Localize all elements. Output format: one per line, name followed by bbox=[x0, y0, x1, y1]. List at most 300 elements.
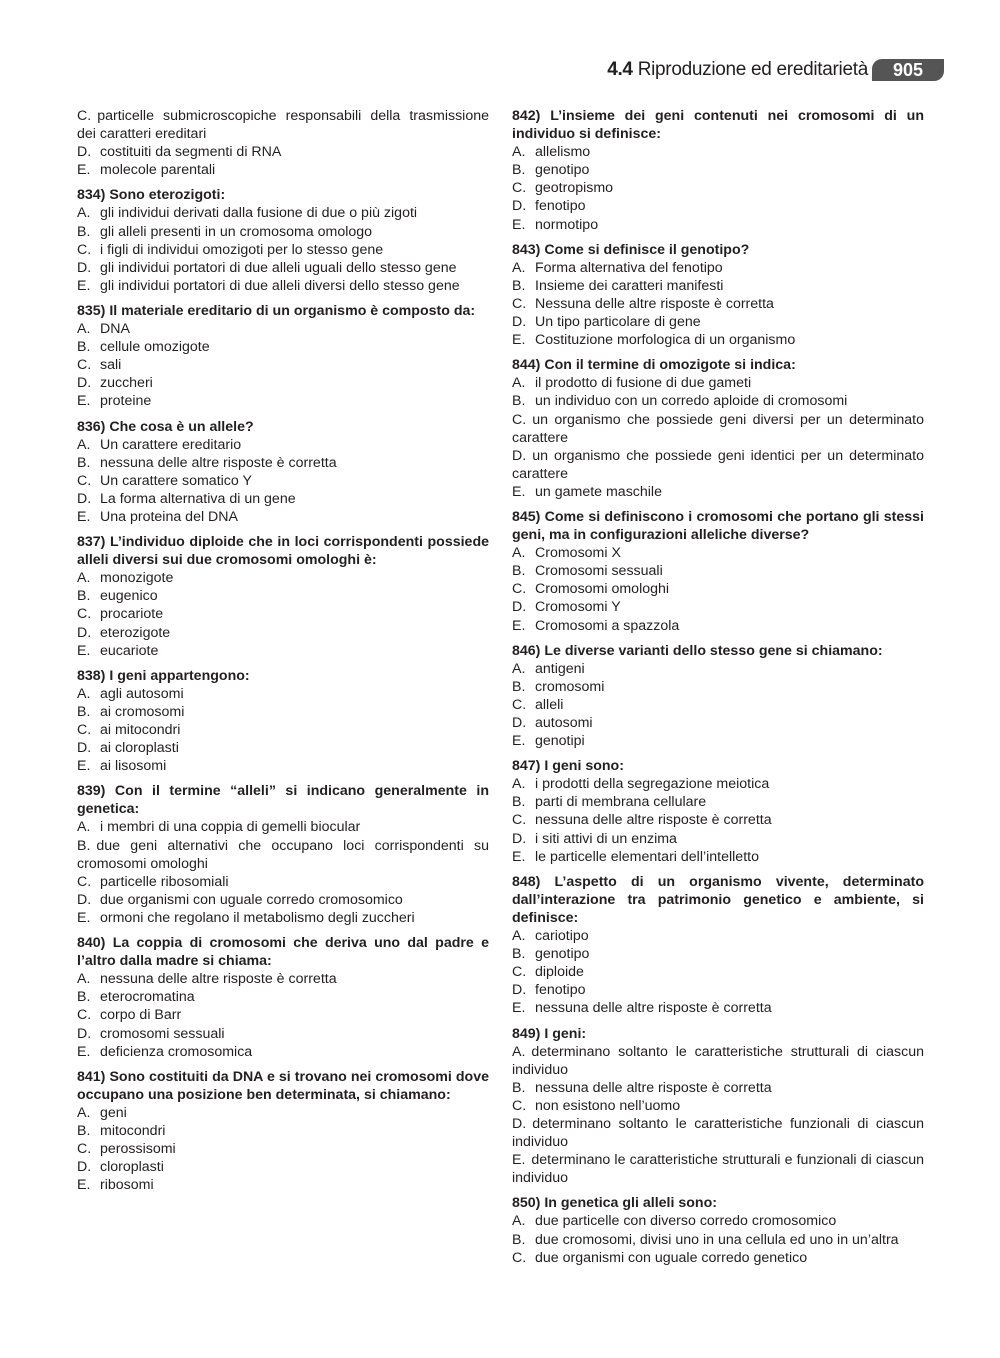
answer-option bbox=[512, 259, 924, 277]
answer-option bbox=[512, 1115, 924, 1151]
option-text: genotipo bbox=[535, 162, 590, 179]
answer-option bbox=[77, 320, 489, 338]
option-text: parti di membrana cellulare bbox=[535, 794, 707, 811]
answer-option bbox=[77, 757, 489, 775]
option-letter: D. bbox=[77, 740, 92, 757]
option-text: procariote bbox=[100, 606, 164, 623]
answer-option bbox=[77, 508, 489, 526]
option-letter: A. bbox=[77, 570, 91, 587]
option-text: fenotipo bbox=[535, 198, 586, 215]
answer-option bbox=[512, 544, 924, 562]
answer-option bbox=[512, 1097, 924, 1115]
answer-option bbox=[77, 1176, 489, 1194]
option-text: cariotipo bbox=[535, 928, 589, 945]
answer-option bbox=[77, 642, 489, 660]
option-text: cloroplasti bbox=[100, 1159, 164, 1176]
option-text: un gamete maschile bbox=[535, 483, 662, 500]
question-title: 845) Come si definiscono i cromosomi che portano gli stessi geni, ma in configurazioni alleliche diverse? bbox=[512, 508, 924, 544]
answer-option bbox=[512, 830, 924, 848]
option-text: ai mitocondri bbox=[100, 722, 181, 738]
question-block bbox=[77, 302, 489, 411]
option-text: genotipo bbox=[535, 946, 590, 963]
option-letter: B. bbox=[512, 794, 526, 811]
answer-option bbox=[512, 678, 924, 696]
continued-question-options bbox=[77, 107, 489, 179]
answer-option bbox=[77, 624, 489, 642]
option-text: i figli di individui omozigoti per lo stesso gene bbox=[100, 241, 384, 258]
option-letter: C. bbox=[77, 722, 92, 738]
option-text: Cromosomi a spazzola bbox=[535, 617, 680, 634]
option-text: allelismo bbox=[535, 144, 591, 161]
option-letter: E. bbox=[512, 617, 526, 634]
answer-option bbox=[77, 970, 489, 988]
option-letter: C. bbox=[77, 606, 92, 623]
option-letter: D. bbox=[512, 1115, 527, 1132]
option-text: nessuna delle altre risposte è corretta bbox=[100, 454, 337, 471]
question-title: 837) L’individuo diploide che in loci corrispondenti possiede alleli diversi sui due cromosomi omologhi è: bbox=[77, 534, 489, 569]
option-letter: C. bbox=[512, 812, 527, 829]
answer-option bbox=[77, 1122, 489, 1140]
answer-option bbox=[512, 562, 924, 580]
option-letter: A. bbox=[512, 776, 526, 793]
answer-option bbox=[77, 223, 489, 241]
option-letter: B. bbox=[512, 678, 526, 695]
option-text: geni bbox=[100, 1104, 127, 1121]
option-letter: C. bbox=[512, 1249, 527, 1266]
option-text: il prodotto di fusione di due gameti bbox=[535, 375, 752, 392]
question-title: 843) Come si definisce il genotipo? bbox=[512, 241, 750, 258]
answer-option bbox=[77, 703, 489, 721]
answer-option bbox=[77, 161, 489, 179]
option-letter: E. bbox=[77, 162, 91, 179]
option-text: i prodotti della segregazione meiotica bbox=[535, 776, 770, 793]
option-letter: D. bbox=[512, 715, 527, 731]
question-block bbox=[512, 873, 924, 1018]
option-letter: E. bbox=[512, 848, 526, 865]
answer-option bbox=[512, 143, 924, 161]
option-letter: E. bbox=[77, 642, 91, 659]
option-text: due cromosomi, divisi uno in una cellula ed uno in un’altra bbox=[535, 1231, 899, 1248]
option-text: Un tipo particolare di gene bbox=[535, 314, 701, 331]
option-text: cromosomi sessuali bbox=[100, 1025, 225, 1042]
question-title: 844) Con il termine di omozigote si indica: bbox=[512, 357, 796, 374]
answer-option bbox=[77, 605, 489, 623]
option-letter: B. bbox=[77, 1122, 91, 1139]
option-letter: C. bbox=[77, 1141, 92, 1158]
answer-option bbox=[77, 685, 489, 703]
question-title: 840) La coppia di cromosomi che deriva uno dal padre e l’altro dalla madre si chiama: bbox=[77, 935, 489, 970]
option-text: due organismi con uguale corredo cromosomico bbox=[100, 891, 403, 908]
answer-option bbox=[77, 107, 489, 143]
option-letter: A. bbox=[77, 819, 91, 836]
answer-option bbox=[512, 411, 924, 447]
option-text: due organismi con uguale corredo genetico bbox=[535, 1249, 808, 1266]
option-text: DNA bbox=[100, 321, 130, 338]
option-letter: A. bbox=[77, 205, 91, 222]
option-letter: B. bbox=[512, 1079, 526, 1096]
option-text: La forma alternativa di un gene bbox=[100, 490, 296, 507]
answer-option bbox=[512, 963, 924, 981]
option-letter: C. bbox=[512, 581, 527, 598]
chapter-number: 4.4 bbox=[607, 59, 633, 80]
option-letter: D. bbox=[512, 830, 527, 847]
option-text: determinano soltanto le caratteristiche funzionali di ciascun individuo bbox=[512, 1115, 924, 1151]
option-letter: B. bbox=[77, 588, 91, 605]
option-text: eugenico bbox=[100, 588, 158, 605]
question-block bbox=[512, 1025, 924, 1188]
answer-option bbox=[512, 696, 924, 714]
answer-option bbox=[512, 447, 924, 483]
option-text: i siti attivi di un enzima bbox=[535, 830, 677, 847]
option-letter: C. bbox=[512, 180, 527, 197]
answer-option bbox=[77, 374, 489, 392]
page-number-badge bbox=[872, 59, 944, 81]
option-letter: E. bbox=[512, 1000, 526, 1017]
question-title: 849) I geni: bbox=[512, 1025, 587, 1042]
option-letter: C. bbox=[512, 696, 527, 713]
option-letter: D. bbox=[77, 624, 92, 641]
answer-option bbox=[512, 945, 924, 963]
option-text: mitocondri bbox=[100, 1122, 166, 1139]
answer-option bbox=[512, 374, 924, 392]
option-text: non esistono nell’uomo bbox=[535, 1097, 681, 1114]
answer-option bbox=[77, 490, 489, 508]
left-column bbox=[77, 107, 489, 1201]
option-letter: D. bbox=[512, 982, 527, 999]
answer-option bbox=[77, 739, 489, 757]
option-letter: D. bbox=[77, 259, 92, 276]
answer-option bbox=[512, 660, 924, 678]
option-letter: A. bbox=[77, 685, 91, 702]
option-text: ai lisosomi bbox=[100, 758, 167, 775]
answer-option bbox=[77, 1025, 489, 1043]
option-letter: C. bbox=[77, 357, 92, 374]
option-text: molecole parentali bbox=[100, 162, 216, 179]
question-block bbox=[512, 356, 924, 501]
option-text: eterocromatina bbox=[100, 989, 195, 1006]
answer-option bbox=[77, 356, 489, 374]
option-text: nessuna delle altre risposte è corretta bbox=[535, 812, 772, 829]
option-letter: C. bbox=[512, 964, 527, 981]
option-letter: E. bbox=[77, 909, 91, 926]
option-text: le particelle elementari dell’intelletto bbox=[535, 848, 759, 865]
answer-option bbox=[512, 811, 924, 829]
question-block bbox=[77, 782, 489, 927]
option-letter: D. bbox=[77, 1159, 92, 1176]
option-letter: E. bbox=[512, 1152, 526, 1169]
right-column bbox=[512, 107, 924, 1274]
page-number: 905 bbox=[892, 60, 924, 80]
option-letter: D. bbox=[77, 144, 92, 161]
option-letter: A. bbox=[512, 545, 526, 562]
option-letter: A. bbox=[512, 660, 526, 677]
option-text: genotipi bbox=[535, 733, 585, 750]
option-letter: B. bbox=[512, 563, 526, 580]
option-letter: B. bbox=[77, 339, 91, 356]
option-letter: C. bbox=[77, 241, 92, 258]
option-text: Forma alternativa del fenotipo bbox=[535, 259, 723, 276]
answer-option bbox=[512, 981, 924, 999]
answer-option bbox=[512, 331, 924, 349]
answer-option bbox=[512, 793, 924, 811]
option-text: Un carattere ereditario bbox=[100, 436, 242, 453]
option-text: deficienza cromosomica bbox=[100, 1043, 253, 1060]
answer-option bbox=[512, 927, 924, 945]
answer-option bbox=[77, 837, 489, 873]
question-title: 835) Il materiale ereditario di un organismo è composto da: bbox=[77, 302, 476, 319]
option-text: i membri di una coppia di gemelli biocular bbox=[100, 819, 361, 836]
option-letter: D. bbox=[77, 490, 92, 507]
answer-option bbox=[77, 909, 489, 927]
answer-option bbox=[512, 580, 924, 598]
option-text: due particelle con diverso corredo cromosomico bbox=[535, 1213, 837, 1230]
answer-option bbox=[77, 204, 489, 222]
answer-option bbox=[512, 483, 924, 501]
option-letter: D. bbox=[512, 447, 527, 464]
option-text: nessuna delle altre risposte è corretta bbox=[100, 971, 337, 988]
chapter-title: Riproduzione ed ereditarietà bbox=[637, 59, 868, 80]
option-letter: C. bbox=[77, 1007, 92, 1024]
option-letter: C. bbox=[512, 1097, 527, 1114]
answer-option bbox=[77, 1006, 489, 1024]
question-block bbox=[77, 418, 489, 527]
option-letter: A. bbox=[77, 321, 91, 338]
answer-option bbox=[77, 569, 489, 587]
option-letter: E. bbox=[77, 508, 91, 525]
question-title: 839) Con il termine “alleli” si indicano generalmente in genetica: bbox=[77, 783, 489, 818]
option-letter: A. bbox=[512, 375, 526, 392]
option-text: particelle ribosomiali bbox=[100, 873, 229, 890]
answer-option bbox=[512, 1151, 924, 1187]
option-text: gli individui portatori di due alleli diversi dello stesso gene bbox=[100, 277, 460, 294]
answer-option bbox=[512, 1212, 924, 1230]
option-text: costituiti da segmenti di RNA bbox=[100, 144, 282, 161]
option-letter: D. bbox=[512, 314, 527, 331]
question-block bbox=[512, 241, 924, 350]
option-letter: A. bbox=[512, 1043, 526, 1060]
question-block bbox=[77, 186, 489, 295]
option-text: proteine bbox=[100, 393, 152, 410]
option-letter: C. bbox=[512, 295, 527, 312]
option-text: Un carattere somatico Y bbox=[100, 472, 252, 489]
answer-option bbox=[77, 988, 489, 1006]
option-text: antigeni bbox=[535, 660, 585, 677]
option-letter: B. bbox=[512, 946, 526, 963]
answer-option bbox=[512, 1249, 924, 1267]
option-text: gli individui derivati dalla fusione di due o più zigoti bbox=[100, 205, 418, 222]
option-text: eterozigote bbox=[100, 624, 171, 641]
option-text: nessuna delle altre risposte è corretta bbox=[535, 1000, 772, 1017]
option-letter: E. bbox=[512, 483, 526, 500]
answer-option bbox=[77, 1043, 489, 1061]
option-letter: D. bbox=[77, 891, 92, 908]
option-letter: E. bbox=[512, 733, 526, 750]
option-letter: A. bbox=[512, 259, 526, 276]
answer-option bbox=[512, 732, 924, 750]
answer-option bbox=[512, 598, 924, 616]
question-block bbox=[512, 757, 924, 866]
answer-option bbox=[77, 277, 489, 295]
answer-option bbox=[512, 617, 924, 635]
question-title: 841) Sono costituiti da DNA e si trovano nei cromosomi dove occupano una posizione ben determinata, si chiamano: bbox=[77, 1068, 489, 1103]
option-text: un organismo che possiede geni diversi per un determinato carattere bbox=[512, 411, 924, 446]
question-title: 848) L’aspetto di un organismo vivente, determinato dall’interazione tra patrimonio genetico e ambiente, si definisce: bbox=[512, 873, 924, 926]
option-text: ai cromosomi bbox=[100, 703, 185, 720]
option-letter: E. bbox=[77, 758, 91, 775]
question-block bbox=[512, 508, 924, 635]
answer-option bbox=[512, 775, 924, 793]
answer-option bbox=[512, 1231, 924, 1249]
answer-option bbox=[77, 818, 489, 836]
option-letter: E. bbox=[512, 216, 526, 233]
option-text: ribosomi bbox=[100, 1177, 154, 1194]
option-text: Una proteina del DNA bbox=[100, 508, 239, 525]
option-letter: E. bbox=[512, 332, 526, 349]
option-letter: B. bbox=[512, 162, 526, 179]
question-block bbox=[77, 533, 489, 660]
option-text: normotipo bbox=[535, 216, 599, 233]
answer-option bbox=[512, 216, 924, 234]
option-text: determinano soltanto le caratteristiche strutturali di ciascun individuo bbox=[512, 1043, 924, 1078]
answer-option bbox=[77, 241, 489, 259]
question-title: 846) Le diverse varianti dello stesso gene si chiamano: bbox=[512, 642, 883, 659]
option-text: determinano le caratteristiche strutturali e funzionali di ciascun individuo bbox=[512, 1152, 924, 1187]
option-letter: A. bbox=[77, 971, 91, 988]
answer-option bbox=[77, 259, 489, 277]
answer-option bbox=[512, 1079, 924, 1097]
option-text: eucariote bbox=[100, 642, 159, 659]
option-text: un organismo che possiede geni identici per un determinato carattere bbox=[512, 447, 924, 482]
page-header bbox=[0, 57, 1000, 85]
question-block bbox=[77, 934, 489, 1061]
option-letter: A. bbox=[512, 1213, 526, 1230]
option-letter: D. bbox=[512, 599, 527, 616]
answer-option bbox=[77, 1158, 489, 1176]
option-letter: C. bbox=[512, 411, 527, 428]
option-letter: E. bbox=[77, 1043, 91, 1060]
option-letter: A. bbox=[77, 436, 91, 453]
answer-option bbox=[77, 873, 489, 891]
option-text: cellule omozigote bbox=[100, 339, 210, 356]
answer-option bbox=[77, 143, 489, 161]
option-text: corpo di Barr bbox=[100, 1007, 182, 1024]
option-letter: B. bbox=[77, 223, 91, 240]
option-letter: B. bbox=[512, 277, 526, 294]
option-text: zuccheri bbox=[100, 375, 153, 392]
option-text: agli autosomi bbox=[100, 685, 184, 702]
answer-option bbox=[77, 454, 489, 472]
option-letter: B. bbox=[77, 703, 91, 720]
question-title: 842) L’insieme dei geni contenuti nei cromosomi di un individuo si definisce: bbox=[512, 108, 924, 143]
option-text: alleli bbox=[535, 696, 564, 713]
option-text: cromosomi bbox=[535, 678, 605, 695]
question-block bbox=[512, 642, 924, 751]
answer-option bbox=[512, 999, 924, 1017]
answer-option bbox=[77, 1104, 489, 1122]
option-letter: D. bbox=[512, 198, 527, 215]
option-text: fenotipo bbox=[535, 982, 586, 999]
option-letter: C. bbox=[77, 108, 92, 124]
answer-option bbox=[512, 1043, 924, 1079]
option-letter: D. bbox=[77, 1025, 92, 1042]
option-letter: D. bbox=[77, 375, 92, 392]
option-text: diploide bbox=[535, 964, 584, 981]
option-text: perossisomi bbox=[100, 1141, 176, 1158]
answer-option bbox=[77, 891, 489, 909]
option-text: due geni alternativi che occupano loci corrispondenti su cromosomi omologhi bbox=[77, 837, 489, 872]
question-block bbox=[512, 1194, 924, 1266]
option-text: autosomi bbox=[535, 715, 593, 731]
option-letter: A. bbox=[77, 1104, 91, 1121]
answer-option bbox=[512, 179, 924, 197]
answer-option bbox=[77, 338, 489, 356]
option-text: geotropismo bbox=[535, 180, 614, 197]
answer-option bbox=[512, 714, 924, 732]
answer-option bbox=[512, 848, 924, 866]
option-text: nessuna delle altre risposte è corretta bbox=[535, 1079, 772, 1096]
answer-option bbox=[77, 436, 489, 454]
option-text: Cromosomi Y bbox=[535, 599, 621, 616]
option-text: gli individui portatori di due alleli uguali dello stesso gene bbox=[100, 259, 457, 276]
option-text: Cromosomi sessuali bbox=[535, 563, 663, 580]
option-letter: B. bbox=[512, 393, 526, 410]
option-text: Insieme dei caratteri manifesti bbox=[535, 277, 724, 294]
option-letter: A. bbox=[512, 144, 526, 161]
option-letter: B. bbox=[77, 837, 91, 854]
answer-option bbox=[77, 1140, 489, 1158]
option-text: un individuo con un corredo aploide di cromosomi bbox=[535, 393, 848, 410]
question-title: 836) Che cosa è un allele? bbox=[77, 418, 254, 435]
answer-option bbox=[77, 721, 489, 739]
answer-option bbox=[512, 392, 924, 410]
answer-option bbox=[512, 277, 924, 295]
option-letter: B. bbox=[512, 1231, 526, 1248]
answer-option bbox=[512, 313, 924, 331]
answer-option bbox=[77, 392, 489, 410]
question-title: 850) In genetica gli alleli sono: bbox=[512, 1195, 717, 1212]
option-letter: B. bbox=[77, 454, 91, 471]
question-title: 838) I geni appartengono: bbox=[77, 667, 250, 684]
option-text: Cromosomi X bbox=[535, 545, 621, 562]
option-letter: E. bbox=[77, 1177, 91, 1194]
question-title: 834) Sono eterozigoti: bbox=[77, 187, 226, 204]
option-text: particelle submicroscopiche responsabili della trasmissione dei caratteri ereditari bbox=[77, 108, 489, 143]
answer-option bbox=[512, 295, 924, 313]
option-text: sali bbox=[100, 357, 122, 374]
answer-option bbox=[77, 587, 489, 605]
option-letter: A. bbox=[512, 928, 526, 945]
option-text: monozigote bbox=[100, 570, 174, 587]
option-letter: B. bbox=[77, 989, 91, 1006]
option-letter: E. bbox=[77, 277, 91, 294]
answer-option bbox=[512, 161, 924, 179]
option-letter: C. bbox=[77, 472, 92, 489]
option-letter: C. bbox=[77, 873, 92, 890]
option-text: ormoni che regolano il metabolismo degli zuccheri bbox=[100, 909, 415, 926]
answer-option bbox=[77, 472, 489, 490]
option-text: Costituzione morfologica di un organismo bbox=[535, 332, 796, 349]
chapter-heading bbox=[607, 59, 868, 81]
answer-option bbox=[512, 197, 924, 215]
question-block bbox=[77, 1068, 489, 1195]
option-text: ai cloroplasti bbox=[100, 740, 179, 757]
option-text: Nessuna delle altre risposte è corretta bbox=[535, 295, 774, 312]
question-title: 847) I geni sono: bbox=[512, 758, 624, 775]
option-text: gli alleli presenti in un cromosoma omologo bbox=[100, 223, 373, 240]
question-block bbox=[77, 667, 489, 776]
question-block bbox=[512, 107, 924, 234]
option-letter: E. bbox=[77, 393, 91, 410]
